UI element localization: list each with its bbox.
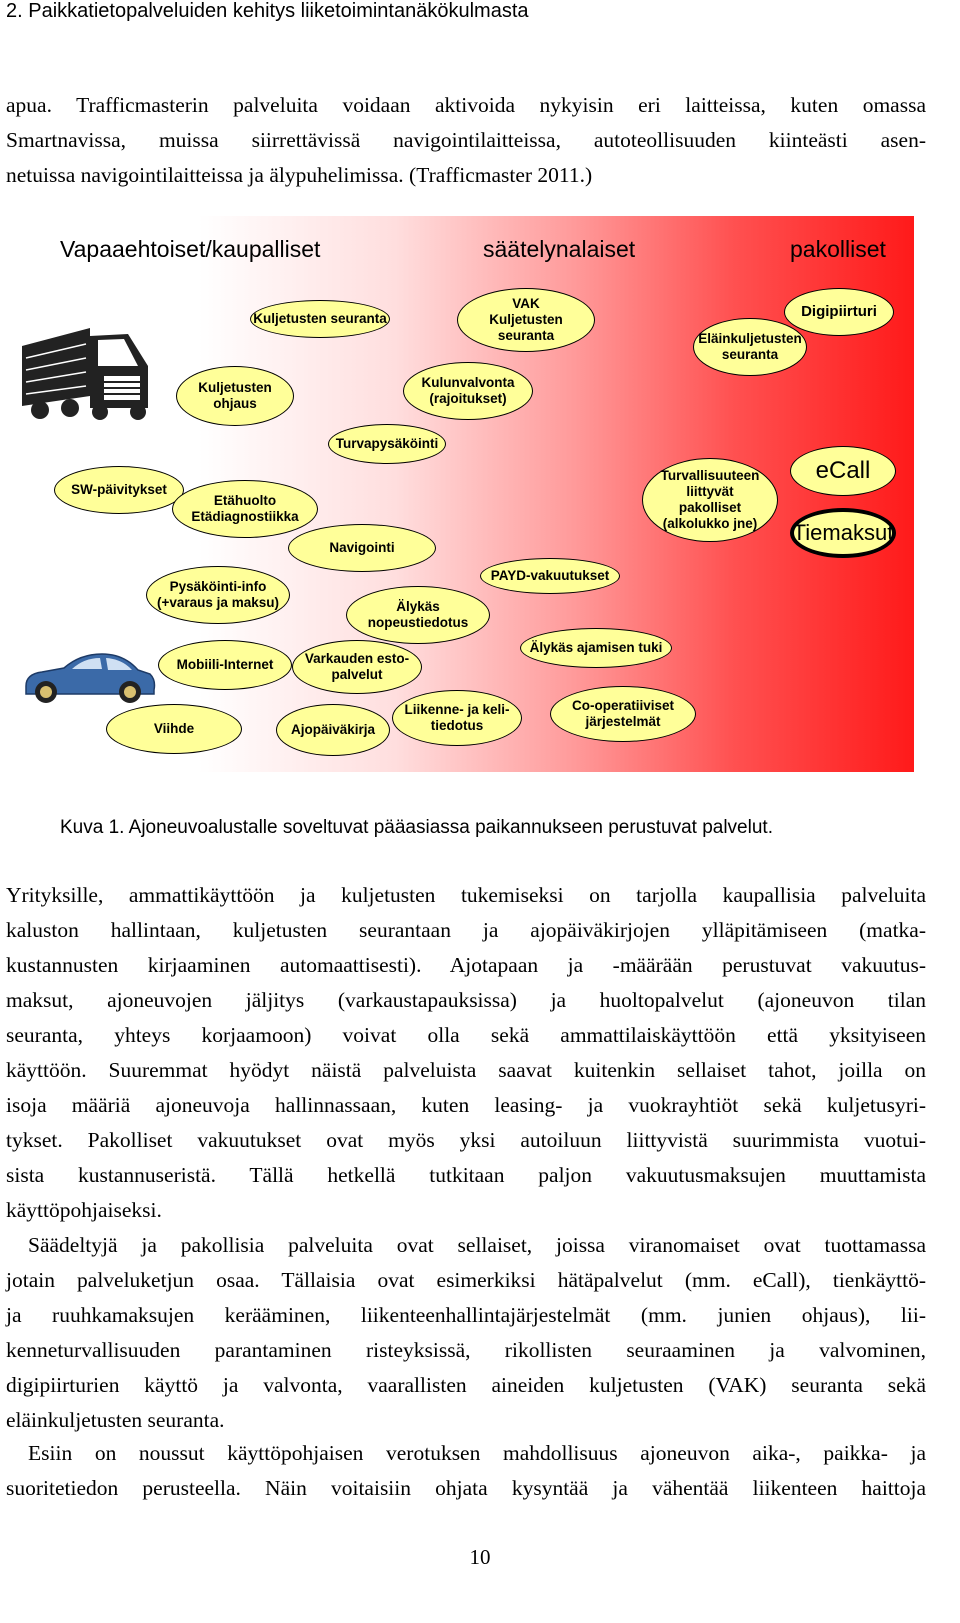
text-line: eläinkuljetusten seuranta. xyxy=(6,1408,225,1432)
ellipse-turvapysakointi: Turvapysäköinti xyxy=(328,424,446,464)
ellipse-liikenne-keli: Liikenne- ja keli- tiedotus xyxy=(392,690,522,746)
body-paragraph-2 xyxy=(6,1228,926,1438)
body-paragraph-1 xyxy=(6,878,926,1228)
text-line: käyttöön. Suuremmat hyödyt näistä palveluista saavat kuitenkin sellaiset tahot, joilla on xyxy=(6,1058,926,1082)
ellipse-co-operatiiviset: Co-operatiiviset järjestelmät xyxy=(550,686,696,742)
text-line: kenneturvallisuuden parantaminen risteyksissä, rikollisten seuraaminen ja valvominen, xyxy=(6,1338,926,1362)
ellipse-kuljetusten-ohjaus: Kuljetusten ohjaus xyxy=(176,366,294,426)
ellipse-sw-paivitykset: SW-päivitykset xyxy=(54,466,184,514)
ellipse-ajamisen-tuki: Älykäs ajamisen tuki xyxy=(520,628,672,668)
ellipse-tiemaksut: Tiemaksut xyxy=(790,508,896,558)
intro-paragraph xyxy=(6,88,926,193)
text-line: Esiin on noussut käyttöpohjaisen verotuksen mahdollisuus ajoneuvon aika-, paikka- ja xyxy=(28,1441,926,1465)
services-figure xyxy=(20,216,914,772)
text-line: Säädeltyjä ja pakollisia palveluita ovat sellaiset, joissa viranomaiset ovat tuottamassa xyxy=(28,1233,926,1257)
text-line: suoritetiedon perusteella. Näin voitaisiin ohjata kysyntää ja vähentää liikenteen haittoja xyxy=(6,1476,926,1500)
ellipse-digipiirturi: Digipiirturi xyxy=(784,288,894,336)
ellipse-navigointi: Navigointi xyxy=(288,524,436,572)
ellipse-ajopaivakirja: Ajopäiväkirja xyxy=(276,704,390,756)
text-line: seuranta, yhteys korjaamoon) voivat olla sekä ammattilaiskäyttöön että yksityiseen xyxy=(6,1023,926,1047)
text-line: kustannusten kirjaaminen automaattisesti). Ajotapaan ja -määrään perustuvat vakuutus- xyxy=(6,953,926,977)
ellipse-mobiili-internet: Mobiili-Internet xyxy=(158,640,292,690)
ellipse-payd: PAYD-vakuutukset xyxy=(480,558,620,594)
running-header: 2. Paikkatietopalveluiden kehitys liiketoimintanäkökulmasta xyxy=(6,0,529,22)
figure-caption: Kuva 1. Ajoneuvoalustalle soveltuvat pääasiassa paikannukseen perustuvat palvelut. xyxy=(60,817,773,838)
ellipse-pysakointi: Pysäköinti-info (+varaus ja maksu) xyxy=(146,566,290,624)
ellipse-kulunvalvonta: Kulunvalvonta (rajoitukset) xyxy=(403,362,533,420)
text-line: käyttöpohjaiseksi. xyxy=(6,1198,162,1222)
body-paragraph-3 xyxy=(6,1436,926,1506)
ellipse-kuljetusten-seuranta: Kuljetusten seuranta xyxy=(250,300,390,338)
ellipse-vak: VAK Kuljetusten seuranta xyxy=(457,288,595,352)
category-voluntary: Vapaaehtoiset/kaupalliset xyxy=(60,236,321,262)
car-icon xyxy=(22,648,157,706)
ellipse-nopeustiedotus: Älykäs nopeustiedotus xyxy=(346,586,490,644)
truck-icon xyxy=(20,326,155,421)
ellipse-viihde: Viihde xyxy=(106,704,242,754)
text-line: maksut, ajoneuvojen jäljitys (varkaustapauksissa) ja huoltopalvelut (ajoneuvon tilan xyxy=(6,988,926,1012)
text-line: isoja määriä ajoneuvoja hallinnassaan, kuten leasing- ja vuokrayhtiöt sekä kuljetusyri- xyxy=(6,1093,926,1117)
text-line: sista kustannuseristä. Tällä hetkellä tutkitaan paljon vakuutusmaksujen muuttamista xyxy=(6,1163,926,1187)
ellipse-ecall: eCall xyxy=(790,446,896,496)
category-regulated: säätelynalaiset xyxy=(483,236,636,262)
ellipse-etahuolto: Etähuolto Etädiagnostiikka xyxy=(172,480,318,538)
text-line: netuissa navigointilaitteissa ja älypuhelimissa. (Trafficmaster 2011.) xyxy=(6,163,593,187)
ellipse-elainkuljetusten: Eläinkuljetusten seuranta xyxy=(693,318,807,376)
text-line: apua. Trafficmasterin palveluita voidaan aktivoida nykyisin eri laitteissa, kuten omassa xyxy=(6,93,926,117)
ellipse-turvallisuus: Turvallisuuteen liittyvät pakolliset (alkolukko jne) xyxy=(642,458,778,542)
text-line: digipiirturien käyttö ja valvonta, vaarallisten aineiden kuljetusten (VAK) seuranta sekä xyxy=(6,1373,926,1397)
category-mandatory: pakolliset xyxy=(790,236,886,262)
text-line: ja ruuhkamaksujen kerääminen, liikenteenhallintajärjestelmät (mm. junien ohjaus), lii- xyxy=(6,1303,926,1327)
text-line: Smartnavissa, muissa siirrettävissä navigointilaitteissa, autoteollisuuden kiinteästi asen- xyxy=(6,128,926,152)
ellipse-varkauden-esto: Varkauden esto- palvelut xyxy=(292,640,422,694)
text-line: tykset. Pakolliset vakuutukset ovat myös yksi autoiluun liittyvistä suurimmista vuotui- xyxy=(6,1128,926,1152)
page-number: 10 xyxy=(469,1545,491,1569)
text-line: kaluston hallintaan, kuljetusten seurantaan ja ajopäiväkirjojen ylläpitämiseen (matka- xyxy=(6,918,926,942)
text-line: Yrityksille, ammattikäyttöön ja kuljetusten tukemiseksi on tarjolla kaupallisia palveluita xyxy=(6,883,926,907)
text-line: jotain palveluketjun osaa. Tällaisia ovat esimerkiksi hätäpalvelut (mm. eCall), tienkäyttö- xyxy=(6,1268,926,1292)
